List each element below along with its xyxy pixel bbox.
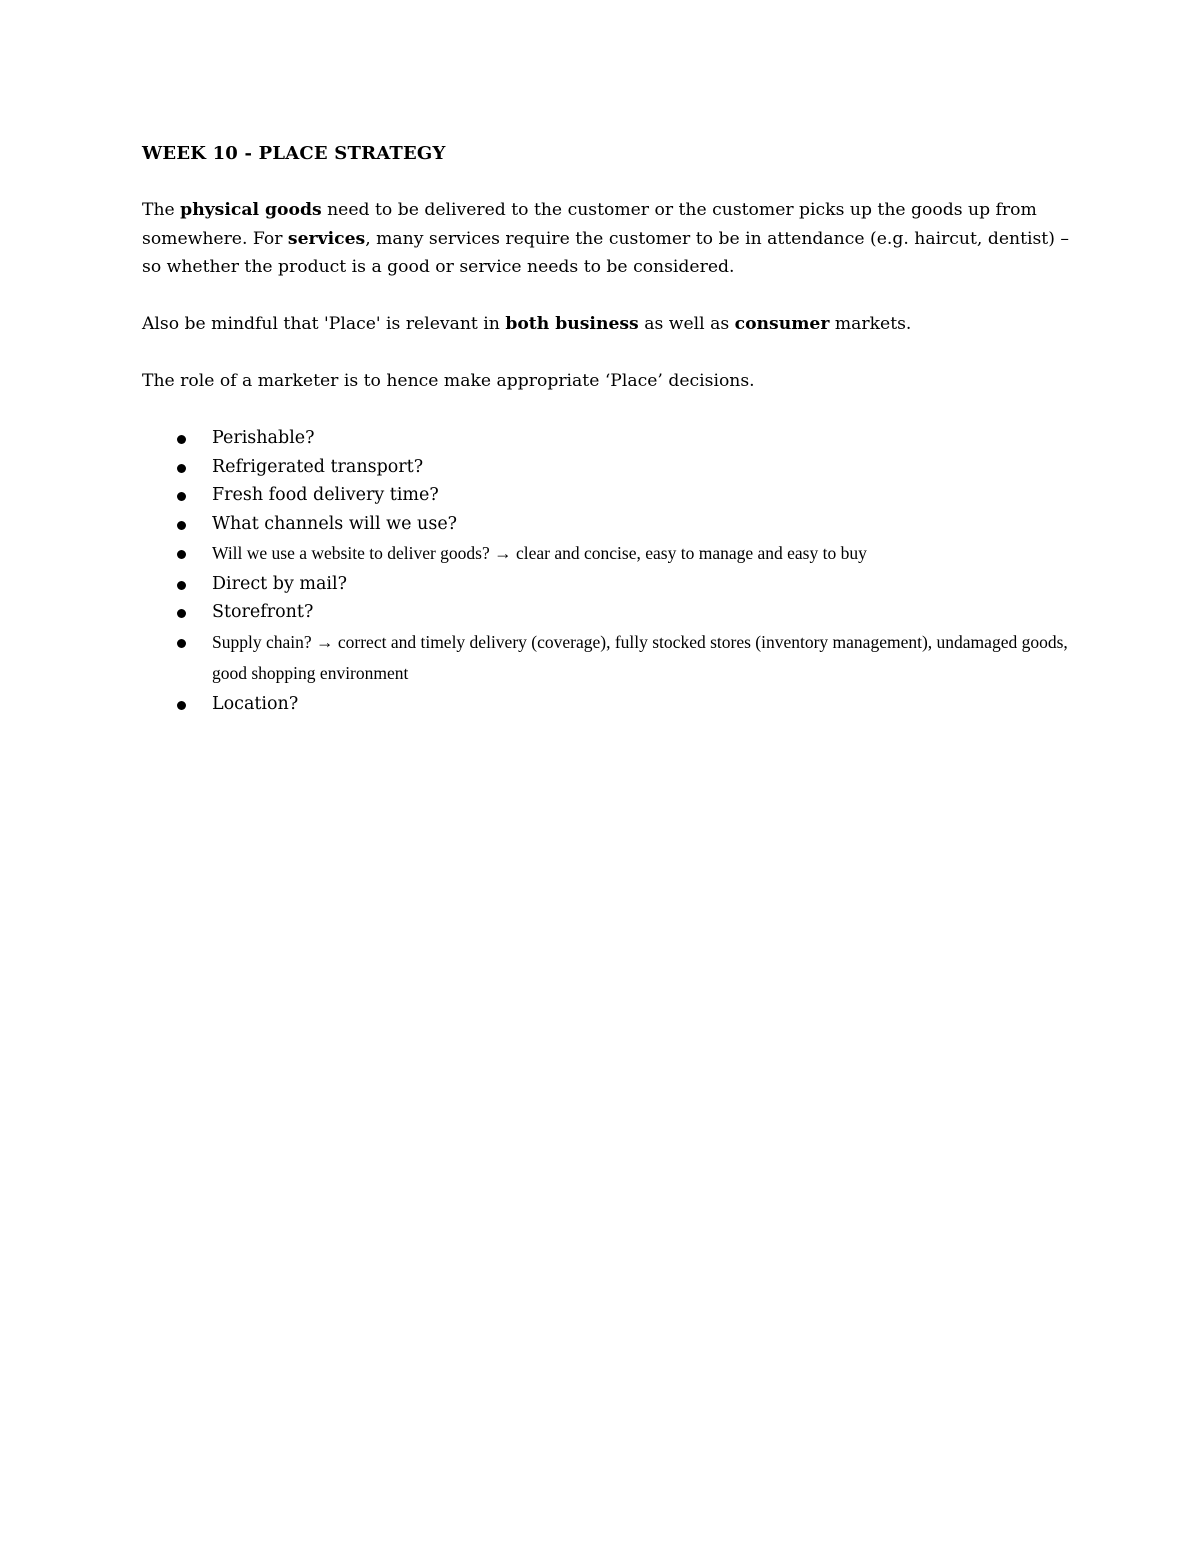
list-item-text: Supply chain? → correct and timely delivery (coverage), fully stocked stores (inventory management), undamaged goods, good shopping environment [212, 631, 1068, 683]
bullet-icon [177, 639, 186, 648]
list-item-text: Location? [212, 693, 299, 714]
list-item-text: Refrigerated transport? [212, 456, 424, 477]
bullet-icon [177, 550, 186, 559]
list-item [142, 481, 1072, 510]
bullet-list [142, 424, 1072, 718]
paragraph-text: The [142, 200, 181, 220]
list-item [142, 510, 1072, 539]
paragraph-text: need to be delivered to the customer or the customer picks up the goods up from somewhere. For [142, 200, 1037, 249]
document-title: WEEK 10 - PLACE STRATEGY [142, 143, 446, 164]
list-item [142, 538, 1072, 570]
paragraph-text: Also be mindful that 'Place' is relevant in [142, 314, 506, 334]
paragraph-text: , many services require the customer to be in attendance (e.g. haircut, dentist) – so whether the product is a good or service needs to be considered. [142, 228, 1069, 277]
bullet-icon [177, 609, 186, 618]
bold-term-physical-goods: physical goods [180, 200, 322, 220]
list-item-text: Will we use a website to deliver goods? → clear and concise, easy to manage and easy to buy [212, 543, 867, 563]
list-item-text: Direct by mail? [212, 573, 348, 594]
list-item [142, 627, 1072, 690]
paragraph-goods-services [142, 196, 1072, 282]
list-item [142, 690, 1072, 719]
list-item [142, 453, 1072, 482]
document-page [142, 140, 1072, 718]
paragraph-text: markets. [829, 314, 912, 334]
paragraph-text: as well as [638, 314, 735, 334]
list-item [142, 424, 1072, 453]
list-item-text: What channels will we use? [212, 513, 458, 534]
list-item-text: Storefront? [212, 602, 314, 622]
list-item-text: Fresh food delivery time? [212, 485, 439, 505]
bullet-icon [177, 435, 186, 444]
bold-term-both-business: both business [505, 314, 639, 334]
list-item [142, 570, 1072, 599]
bullet-icon [177, 464, 186, 473]
bullet-icon [177, 701, 186, 710]
bold-term-services: services [287, 228, 366, 249]
paragraph-marketer-role: The role of a marketer is to hence make appropriate ‘Place’ decisions. [142, 371, 755, 391]
bullet-icon [177, 581, 186, 590]
bullet-icon [177, 492, 186, 501]
list-item-text: Perishable? [212, 428, 315, 448]
bullet-icon [177, 521, 186, 530]
paragraph-markets [142, 310, 1072, 339]
bold-term-consumer: consumer [734, 314, 830, 334]
list-item [142, 598, 1072, 627]
